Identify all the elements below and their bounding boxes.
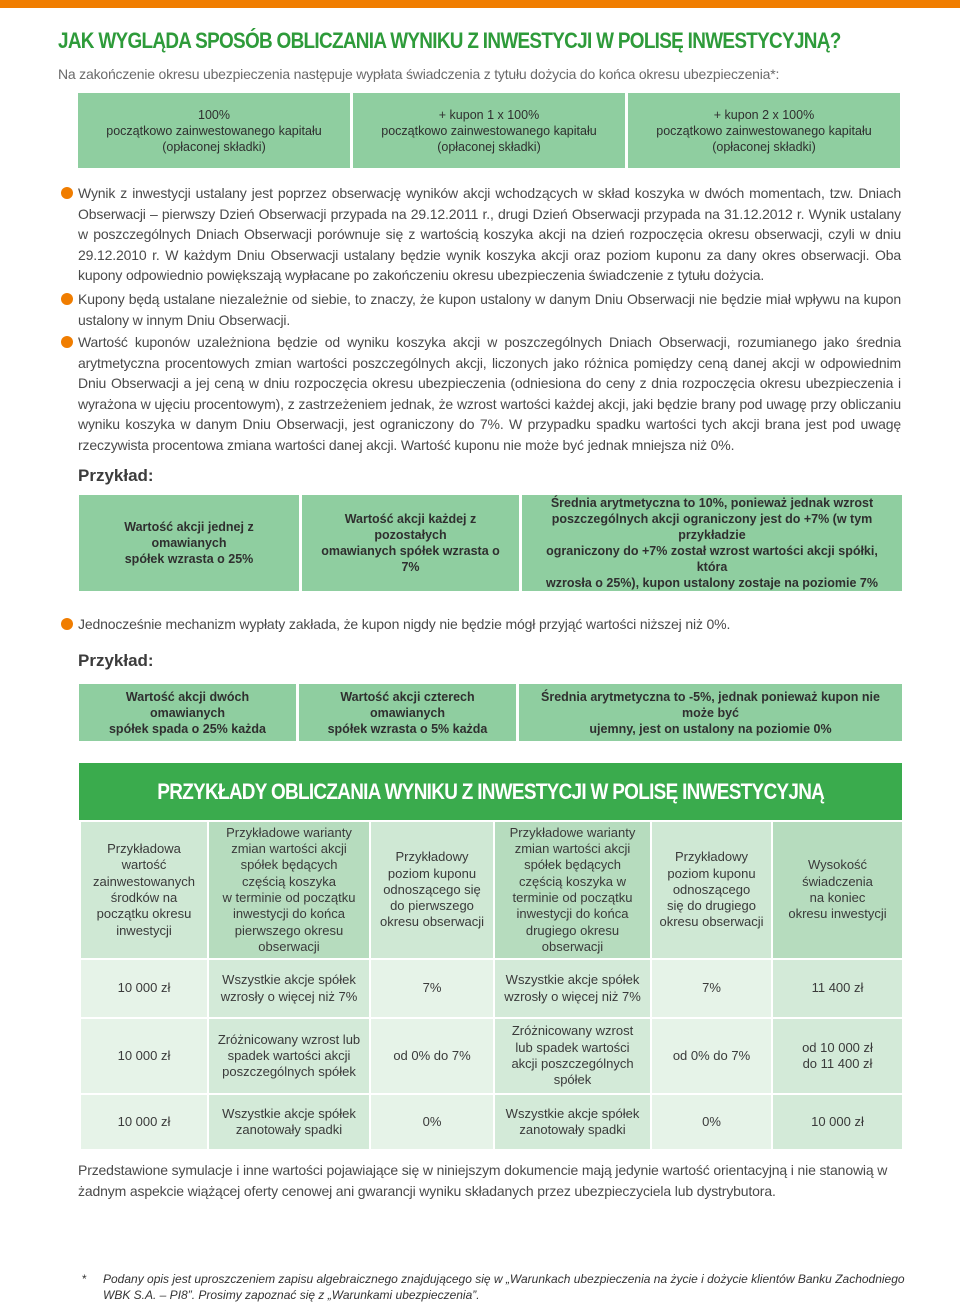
example-text: Wartość akcji dwóch omawianych spółek spada o 25% każda — [108, 689, 266, 736]
paragraph-min-coupon — [78, 614, 901, 635]
example-1-cell — [79, 495, 302, 591]
table-cell: Wszystkie akcje spółek wzrosły o więcej niż 7% — [494, 959, 651, 1018]
table-cell: 7% — [370, 959, 494, 1018]
table-header-cell: Wysokość świadczenia na koniec okresu inwestycji — [772, 821, 903, 959]
table-row — [80, 1018, 903, 1094]
table-cell: 0% — [651, 1094, 772, 1150]
payout-box-coupon-1 — [353, 93, 628, 168]
paragraph-observation-days — [78, 183, 901, 286]
payout-box-label: + kupon 1 x 100% początkowo zainwestowanego kapitału (opłaconej składki) — [381, 107, 597, 154]
example-2-result-cell — [519, 684, 902, 741]
table-cell: 0% — [370, 1094, 494, 1150]
table-cell: Zróżnicowany wzrost lub spadek wartości akcji poszczególnych spółek — [494, 1018, 651, 1094]
section-header — [79, 763, 902, 820]
table-row — [80, 1094, 903, 1150]
table-cell: Wszystkie akcje spółek zanotowały spadki — [494, 1094, 651, 1150]
example-1-result-cell — [522, 495, 902, 591]
table-cell: Zróżnicowany wzrost lub spadek wartości akcji poszczególnych spółek — [208, 1018, 370, 1094]
table-header-row — [80, 821, 903, 959]
table-header-cell: Przykładowe warianty zmian wartości akcji spółek będących częścią koszyka w terminie od początku inwestycji do końca drugiego okresu obserwacji — [494, 821, 651, 959]
footnote-text: Podany opis jest uproszczeniem zapisu algebraicznego znajdującego się w „Warunkach ubezpieczenia na życie i dożycie klientów Banku Zachodniego WBK S.A. – PI8”. Prosimy zapoznać się z „Warunkami ubezpieczenia”. — [103, 1272, 905, 1302]
table-header-cell: Przykładowy poziom kuponu odnoszącego się do drugiego okresu obserwacji — [651, 821, 772, 959]
section-header-text: PRZYKŁADY OBLICZANIA WYNIKU Z INWESTYCJI W POLISĘ INWESTYCYJNĄ — [157, 778, 824, 804]
table-cell: 10 000 zł — [772, 1094, 903, 1150]
paragraph-text: Kupony będą ustalane niezależnie od siebie, to znaczy, że kupon ustalony w danym Dniu Obserwacji nie będzie miał wpływu na kupon ustalony w innym Dniu Obserwacji. — [78, 291, 901, 328]
example-2-row — [79, 684, 902, 741]
table-cell: Wszystkie akcje spółek zanotowały spadki — [208, 1094, 370, 1150]
payout-box-label: 100% początkowo zainwestowanego kapitału (opłaconej składki) — [106, 107, 322, 154]
footnote-mark: * — [82, 1272, 87, 1286]
paragraph-text: Jednocześnie mechanizm wypłaty zakłada, że kupon nigdy nie będzie mógł przyjąć wartości niższej niż 0%. — [78, 616, 731, 632]
bullet-icon — [61, 336, 73, 348]
footnote — [82, 1271, 912, 1303]
paragraph-text: Wartość kuponów uzależniona będzie od wyniku koszyka akcji w poszczególnych Dniach Obserwacji, rozumianego jako średnia arytmetyczna procentowych zmian wartości poszczególnych akcji, liczonych jako różnica pomiędzy ceną danej akcji w odpowiednim Dniu Obserwacji a jej ceną w dniu rozpoczęcia okresu ubezpieczenia (odniesiona do ceny z dnia rozpoczęcia okresu ubezpieczenia i wyrażona w ujęciu procentowym), z zastrzeżeniem jednak, że wzrost wartości każdej akcji, jaki będzie brany pod uwagę przy obliczaniu wyniku koszyka w danym Dniu Obserwacji, jest ograniczony do 7%. W przypadku spadku wartości tych akcji brana jest pod uwagę rzeczywista procentowa zmiana wartości danej akcji. Wartość kuponu nie może być jednak mniejsza niż 0%. — [78, 334, 901, 453]
table-cell: 11 400 zł — [772, 959, 903, 1018]
payout-components — [78, 93, 900, 168]
table-header-cell: Przykładowe warianty zmian wartości akcji spółek będących częścią koszyka w terminie od początku inwestycji do końca pierwszego okresu obserwacji — [208, 821, 370, 959]
example-text: Wartość akcji jednej z omawianych spółek wzrasta o 25% — [124, 520, 254, 566]
bullet-icon — [61, 293, 73, 305]
intro-text: Na zakończenie okresu ubezpieczenia następuje wypłata świadczenia z tytułu dożycia do końca okresu ubezpieczenia*: — [58, 66, 780, 82]
example-1-row — [79, 495, 902, 591]
example-label-2: Przykład: — [78, 651, 154, 670]
disclaimer-text: Przedstawione symulacje i inne wartości pojawiające się w niniejszym dokumencie mają jedynie wartość orientacyjną i nie stanowią w żadnym aspekcie wiążącej oferty cenowej ani gwarancji wyniku składanych przez ubezpieczyciela lub dystrybutora. — [78, 1162, 888, 1199]
example-label-1: Przykład: — [78, 466, 154, 485]
table-cell: 10 000 zł — [80, 959, 208, 1018]
table-header-cell: Przykładowy poziom kuponu odnoszącego się do pierwszego okresu obserwacji — [370, 821, 494, 959]
paragraph-coupon-value — [78, 332, 901, 455]
payout-box-coupon-2 — [628, 93, 900, 168]
table-cell: od 0% do 7% — [651, 1018, 772, 1094]
page-title: JAK WYGLĄDA SPOSÓB OBLICZANIA WYNIKU Z INWESTYCJI W POLISĘ INWESTYCYJNĄ? — [58, 28, 841, 53]
table-cell: od 10 000 zł do 11 400 zł — [772, 1018, 903, 1094]
example-1-cell — [302, 495, 522, 591]
top-accent-bar — [0, 0, 960, 8]
table-cell: od 0% do 7% — [370, 1018, 494, 1094]
example-text: Wartość akcji każdej z pozostałych omawianych spółek wzrasta o 7% — [321, 512, 500, 574]
example-text: Wartość akcji czterech omawianych spółek wzrasta o 5% każda — [327, 689, 488, 736]
bullet-icon — [61, 187, 73, 199]
table-row — [80, 959, 903, 1018]
table-cell: Wszystkie akcje spółek wzrosły o więcej niż 7% — [208, 959, 370, 1018]
table-header-cell: Przykładowa wartość zainwestowanych środków na początku okresu inwestycji — [80, 821, 208, 959]
paragraph-coupons-independent — [78, 289, 901, 330]
example-2-cell — [79, 684, 299, 741]
table-cell: 7% — [651, 959, 772, 1018]
table-cell: 10 000 zł — [80, 1094, 208, 1150]
payout-box-capital — [78, 93, 353, 168]
example-text: Średnia arytmetyczna to -5%, jednak ponieważ kupon nie może być ujemny, jest on ustalony na poziomie 0% — [541, 689, 880, 736]
examples-table — [79, 820, 904, 1151]
table-cell: 10 000 zł — [80, 1018, 208, 1094]
example-2-cell — [299, 684, 519, 741]
bullet-icon — [61, 618, 73, 630]
paragraph-text: Wynik z inwestycji ustalany jest poprzez obserwację wyników akcji wchodzących w skład koszyka w dwóch momentach, tzw. Dniach Obserwacji – pierwszy Dzień Obserwacji przypada na 29.12.2011 r., drugi Dzień Obserwacji przypada na 31.12.2012 r. Wynik ustalany w poszczególnych Dniach Obserwacji porównuje się z wartością koszyka akcji na dzień rozpoczęcia okresu obserwacji, czyli w dniu 29.12.2010 r. W każdym Dniu Obserwacji ustalany będzie wynik koszyka akcji oraz poziom kuponu za dany okres obserwacji. Oba kupony odpowiednio powiększają wypłacane po zakończeniu okresu ubezpieczenia świadczenie z tytułu dożycia. — [78, 185, 901, 283]
example-text: Średnia arytmetyczna to 10%, ponieważ jednak wzrost poszczególnych akcji ograniczony jest do +7% (w tym przykładzie ograniczony do +7% został wzrost wartości akcji spółki, która wzrosła o 25%), kupon ustalony zostaje na poziomie 7% — [545, 496, 878, 590]
payout-box-label: + kupon 2 x 100% początkowo zainwestowanego kapitału (opłaconej składki) — [656, 107, 872, 154]
